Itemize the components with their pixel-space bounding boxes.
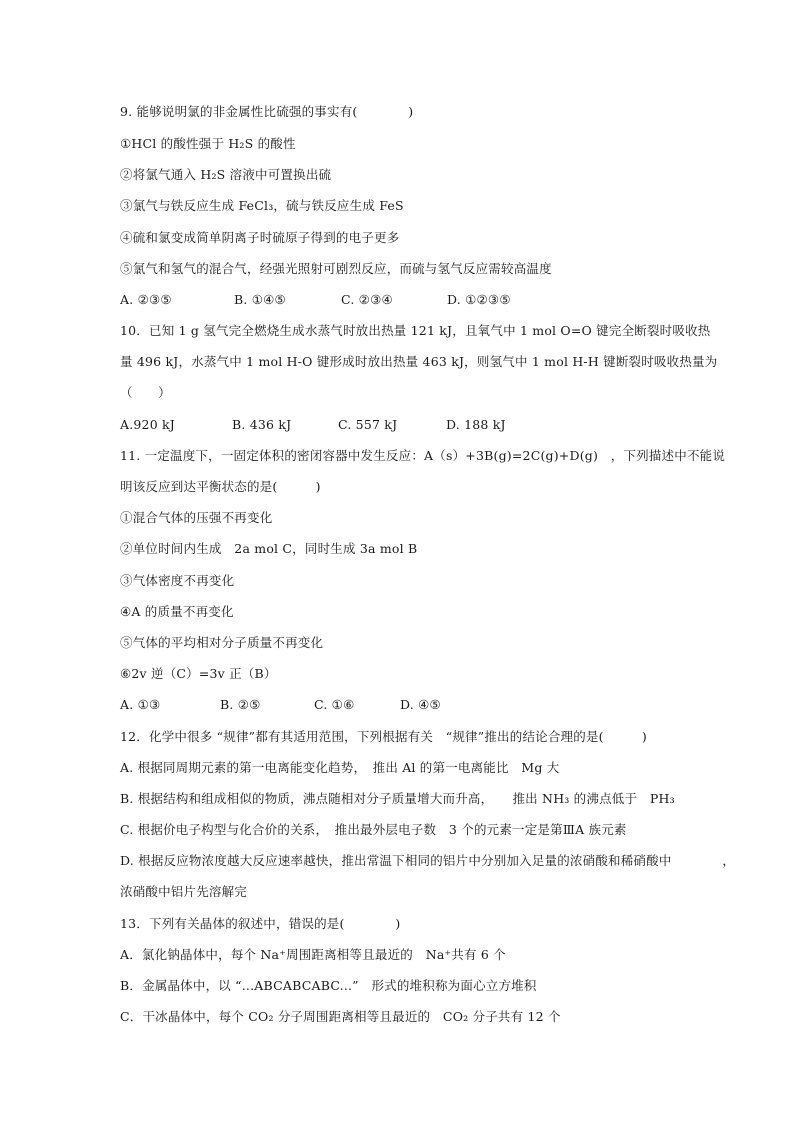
q11-options xyxy=(120,697,680,713)
q9-statement-2: ②将氯气通入 H₂S 溶液中可置换出硫 xyxy=(120,167,332,182)
q11-statement-2: ②单位时间内生成 2a mol C，同时生成 3a mol B xyxy=(120,541,418,556)
q11-statement-1: ①混合气体的压强不再变化 xyxy=(120,510,273,525)
q11-statement-4: ④A 的质量不再变化 xyxy=(120,604,234,619)
q12-option-d-line-2: 浓硝酸中铝片先溶解完 xyxy=(120,884,248,899)
q13-option-a: A．氯化钠晶体中，每个 Na⁺周围距离相等且最近的 Na⁺共有 6 个 xyxy=(120,947,506,962)
q11-option-a: A. ①③ xyxy=(120,697,161,712)
q9-statement-5: ⑤氯气和氢气的混合气，经强光照射可剧烈反应，而硫与氢气反应需较高温度 xyxy=(120,261,552,276)
q13-stem: 13．下列有关晶体的叙述中，错误的是( ) xyxy=(120,916,401,931)
q11-stem-line-2: 明该反应到达平衡状态的是( ) xyxy=(120,479,321,494)
q10-stem-line-2: 量 496 kJ，水蒸气中 1 mol H-O 键形成时放出热量 463 kJ，则氢气中 1 mol H-H 键断裂时吸收热量为 xyxy=(120,354,718,369)
q9-statement-1: ①HCl 的酸性强于 H₂S 的酸性 xyxy=(120,136,296,151)
q10-option-c: C. 557 kJ xyxy=(338,417,398,432)
q9-stem: 9. 能够说明氯的非金属性比硫强的事实有( ) xyxy=(120,104,414,119)
q10-stem-line-1: 10．已知 1 g 氢气完全燃烧生成水蒸气时放出热量 121 kJ，且氧气中 1 mol O=O 键完全断裂时吸收热 xyxy=(120,323,711,338)
q10-stem-line-3: （ ） xyxy=(120,385,171,400)
q13-option-b: B．金属晶体中，以 “...ABCABCABC...” 形式的堆积称为面心立方堆积 xyxy=(120,978,537,993)
q11-option-d: D. ④⑤ xyxy=(400,697,441,712)
q12-option-c: C. 根据价电子构型与化合价的关系， 推出最外层电子数 3 个的元素一定是第ⅢA 族元素 xyxy=(120,822,627,837)
q12-option-a: A. 根据同周期元素的第一电离能变化趋势， 推出 Al 的第一电离能比 Mg 大 xyxy=(120,760,560,775)
q11-statement-5: ⑤气体的平均相对分子质量不再变化 xyxy=(120,635,324,650)
q11-option-b: B. ②⑤ xyxy=(220,697,261,712)
q9-option-c: C. ②③④ xyxy=(341,292,393,307)
q10-options xyxy=(120,417,680,433)
q12-option-b: B. 根据结构和组成相似的物质，沸点随相对分子质量增大而升高， 推出 NH₃ 的沸点低于 PH₃ xyxy=(120,791,675,806)
q10-option-b: B. 436 kJ xyxy=(232,417,292,432)
q10-option-a: A.920 kJ xyxy=(120,417,176,432)
q9-statement-3: ③氯气与铁反应生成 FeCl₃，硫与铁反应生成 FeS xyxy=(120,198,404,213)
q12-stem: 12．化学中很多 “规律”都有其适用范围，下列根据有关 “规律”推出的结论合理的是( ) xyxy=(120,729,647,744)
q9-option-d: D. ①②③⑤ xyxy=(447,292,511,307)
q10-option-d: D. 188 kJ xyxy=(446,417,506,432)
q13-option-c: C．干冰晶体中，每个 CO₂ 分子周围距离相等且最近的 CO₂ 分子共有 12 个 xyxy=(120,1009,561,1024)
q9-statement-4: ④硫和氯变成简单阴离子时硫原子得到的电子更多 xyxy=(120,230,400,245)
q11-stem-line-1: 11. 一定温度下，一固定体积的密闭容器中发生反应：A（s）+3B(g)=2C(g)+D(g) ，下列描述中不能说 xyxy=(120,448,726,463)
q11-option-c: C. ①⑥ xyxy=(314,697,355,712)
q9-option-b: B. ①④⑤ xyxy=(234,292,286,307)
q11-statement-6: ⑥2v 逆（C）=3v 正（B） xyxy=(120,666,277,681)
q9-options xyxy=(120,292,680,308)
q12-option-d-line-1: D. 根据反应物浓度越大反应速率越快，推出常温下相同的铝片中分别加入足量的浓硝酸和稀硝酸中 ， xyxy=(120,853,736,868)
q11-statement-3: ③气体密度不再变化 xyxy=(120,573,235,588)
q9-option-a: A. ②③⑤ xyxy=(120,292,172,307)
